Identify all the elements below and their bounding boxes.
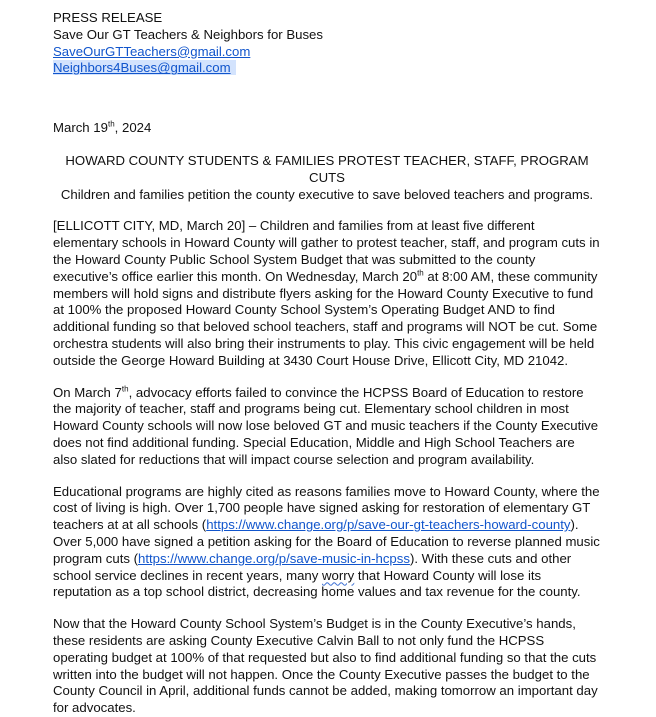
paragraph-1-ordinal: th (417, 268, 424, 278)
release-date (53, 120, 601, 137)
paragraph-3-text-b: ). Over 5,000 have signed a petition asking for the Board of Education to reverse planned music program cuts ( (53, 517, 600, 566)
petition-link-gt-teachers[interactable]: https://www.change.org/p/save-our-gt-teachers-howard-county (206, 517, 571, 533)
press-release-document (53, 10, 601, 717)
paragraph-3-text-a: Educational programs are highly cited as reasons families move to Howard County, where the cost of living is high. Over 1,700 people have signed asking for restoration of elementary GT teachers at at all schools ( (53, 483, 600, 533)
paragraph-2-text-a: On March 7 (53, 384, 122, 400)
spellcheck-flagged-word[interactable]: worry (322, 567, 355, 583)
paragraph-4-text: Now that the Howard County School System’s Budget is in the County Executive’s hands, these residents are asking County Executive Calvin Ball to not only fund the HCPSS operating budget at 100% of that requested but also to find additional funding so that the cuts written into the budget will not happen. Once the County Executive passes the budget to the County Council in April, additional funds cannot be added, making tomorrow an important day for advocates. (53, 616, 598, 716)
date-prefix: March 19 (53, 120, 108, 136)
email-link-neighbors-for-buses[interactable]: Neighbors4Buses@gmail.com (53, 60, 236, 75)
date-year: , 2024 (114, 120, 152, 136)
paragraph-2-text-b: , advocacy efforts failed to convince the HCPSS Board of Education to restore the majority of teacher, staff and programs being cut. Elementary school children in most Howard County schools will now lose beloved GT and music teachers if the County Executive does not find additional funding. Special Education, Middle and High School Teachers are also slated for reductions that will impact course selection and program availability. (53, 384, 599, 467)
paragraph-1-text-b: at 8:00 AM, these community members will hold signs and distribute flyers asking for the Howard County Executive to fund at 100% the proposed Howard County School System’s Operating Budget AND to find additional funding so that beloved school teachers, staff and programs will NOT be cut. Some orchestra students will also bring their instruments to play. This civic engagement will be held outside the George Howard Building at 3430 Court House Drive, Ellicott City, MD 21042. (53, 268, 598, 368)
paragraph-2-ordinal: th (121, 384, 129, 394)
press-release-label: PRESS RELEASE (53, 10, 163, 25)
body-paragraph-1 (53, 218, 601, 369)
date-ordinal: th (107, 119, 115, 129)
organization-name: Save Our GT Teachers & Neighbors for Buses (53, 26, 323, 42)
petition-link-music[interactable]: https://www.change.org/p/save-music-in-hcpss (138, 550, 410, 566)
headline-subtitle: Children and families petition the county executive to save beloved teachers and programs. (60, 186, 594, 202)
body-paragraph-2 (53, 385, 601, 469)
headline-title: HOWARD COUNTY STUDENTS & FAMILIES PROTEST TEACHER, STAFF, PROGRAM CUTS (65, 152, 589, 185)
email-link-gt-teachers[interactable]: SaveOurGTTeachers@gmail.com (53, 43, 251, 59)
release-header (53, 10, 601, 77)
body-paragraph-3 (53, 484, 601, 602)
body-paragraph-4 (53, 616, 601, 717)
paragraph-3-text-d: that Howard County will lose its reputation as a top school district, decreasing home values and tax revenue for the county. (53, 567, 581, 600)
headline-block (53, 153, 601, 203)
paragraph-1-text-a: [ELLICOTT CITY, MD, March 20] – Children and families from at least five different elementary schools in Howard County will gather to protest teacher, staff, and program cuts in the Howard County Public School System Budget that was submitted to the county executive’s office earlier this month. On Wednesday, March 20 (53, 218, 600, 284)
paragraph-3-text-c: ). With these cuts and other school service declines in recent years, many (53, 550, 572, 583)
